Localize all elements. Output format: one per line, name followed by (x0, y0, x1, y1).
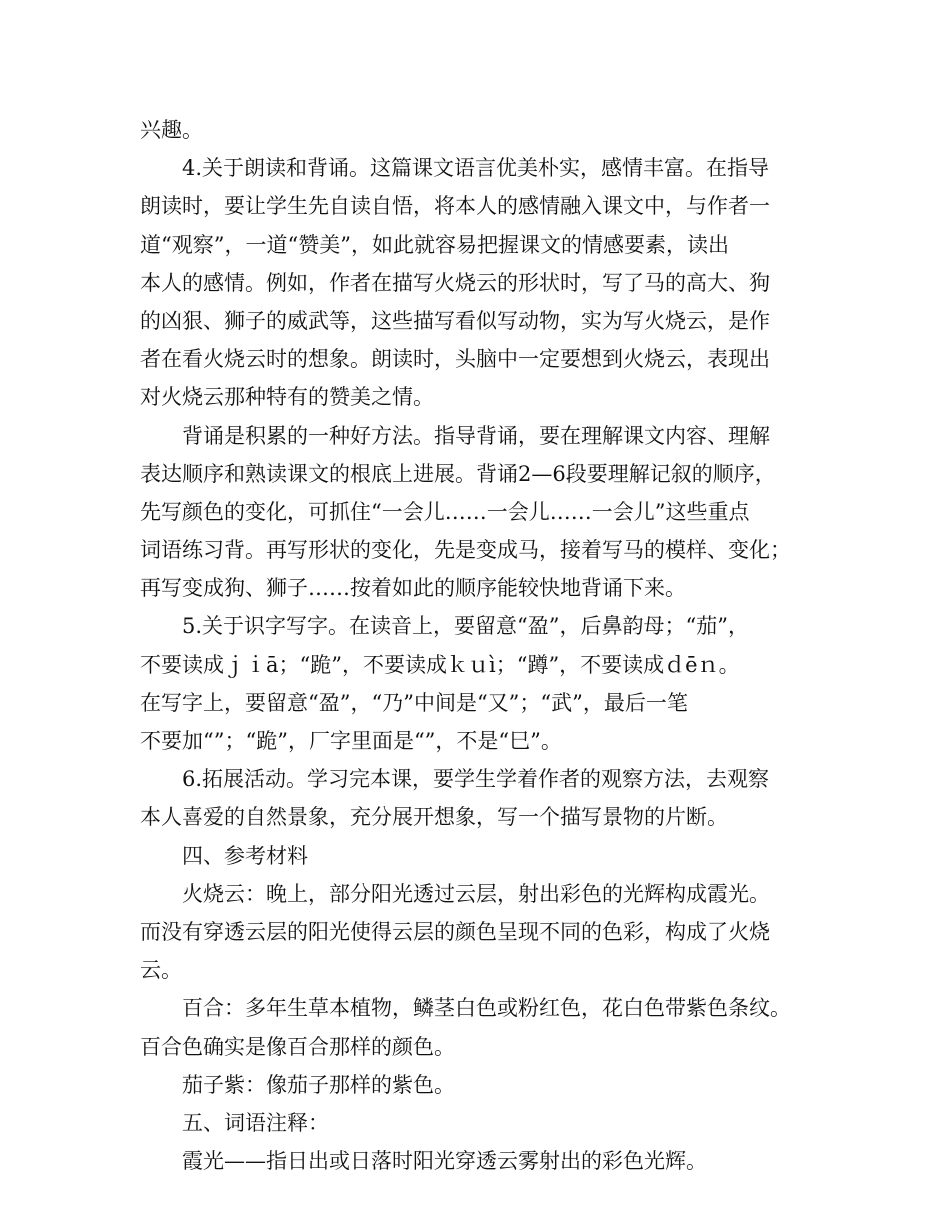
text-line: 再写变成狗、狮子……按着如此的顺序能较快地背诵下来。 (140, 576, 686, 601)
text-line: 词语练习背。再写形状的变化，先是变成马，接着写马的模样、变化； (140, 538, 791, 563)
text-line: 5.关于识字写字。在读音上，要留意“盈”，后鼻韵母；“茄”， (182, 614, 749, 639)
text-line: 4.关于朗读和背诵。这篇课文语言优美朴实，感情丰富。在指导 (182, 156, 770, 181)
text-line: 的凶狠、狮子的威武等，这些描写看似写动物，实为写火烧云，是作 (140, 308, 770, 333)
text-line: 朗读时，要让学生先自读自悟，将本人的感情融入课文中，与作者一 (140, 194, 770, 219)
section-heading: 五、词语注释： (182, 1110, 329, 1135)
text-line: 道“观察”，一道“赞美”，如此就容易把握课文的情感要素，读出 (140, 232, 729, 257)
section-heading: 四、参考材料 (182, 843, 308, 868)
text-line: 霞光——指日出或日落时阳光穿透云雾射出的彩色光辉。 (182, 1149, 707, 1174)
document-body (140, 111, 830, 1180)
text-line: 不要读成ｊｉā；“跪”，不要读成ｋｕì；“蹲”，不要读成ｄēｎ。 (140, 652, 740, 677)
text-line: 在写字上，要留意“盈”，“乃”中间是“又”；“武”，最后一笔 (140, 690, 688, 715)
text-line: 而没有穿透云层的阳光使得云层的颜色呈现不同的色彩，构成了火烧 (140, 919, 770, 944)
text-line: 对火烧云那种特有的赞美之情。 (140, 385, 434, 410)
text-line: 火烧云：晚上，部分阳光透过云层，射出彩色的光辉构成霞光。 (182, 881, 770, 906)
text-line: 百合色确实是像百合那样的颜色。 (140, 1034, 455, 1059)
text-line: 本人喜爱的自然景象，充分展开想象，写一个描写景物的片断。 (140, 805, 728, 830)
text-line: 本人的感情。例如，作者在描写火烧云的形状时，写了马的高大、狗 (140, 270, 770, 295)
text-line: 云。 (140, 958, 182, 983)
text-line: 先写颜色的变化，可抓住“一会儿……一会儿……一会儿”这些重点 (140, 499, 750, 524)
text-line: 百合：多年生草本植物，鳞茎白色或粉红色，花白色带紫色条纹。 (182, 996, 791, 1021)
text-line: 不要加“”；“跪”，厂字里面是“”，不是“巳”。 (140, 729, 562, 753)
text-line: 6.拓展活动。学习完本课，要学生学着作者的观察方法，去观察 (182, 767, 770, 792)
text-line: 兴趣。 (140, 118, 203, 142)
text-line: 表达顺序和熟读课文的根底上进展。背诵2—6段要理解记叙的顺序， (140, 461, 776, 486)
text-line: 背诵是积累的一种好方法。指导背诵，要在理解课文内容、理解 (182, 423, 770, 448)
text-line: 茄子紫：像茄子那样的紫色。 (182, 1072, 455, 1097)
text-line: 者在看火烧云时的想象。朗读时，头脑中一定要想到火烧云，表现出 (140, 347, 770, 372)
